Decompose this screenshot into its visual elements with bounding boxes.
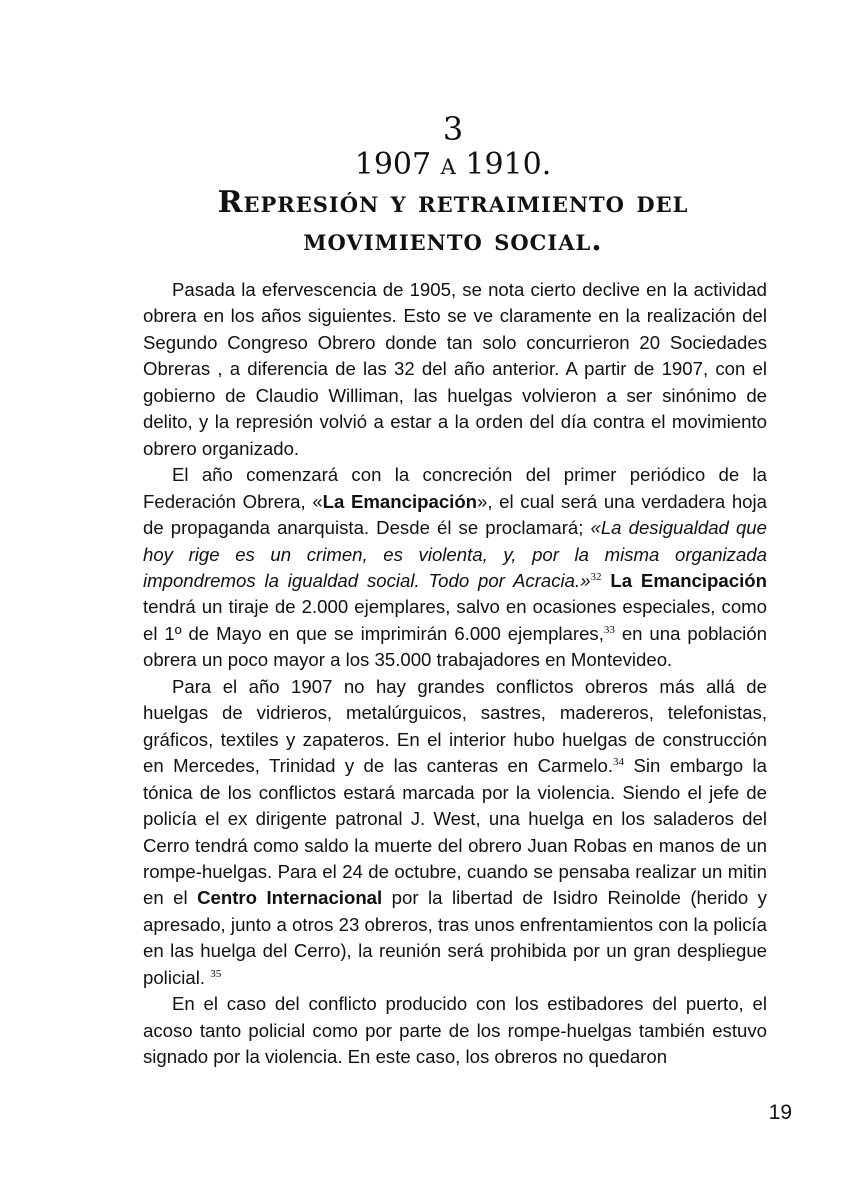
footnote-ref-32: 32 [590,570,602,583]
newspaper-name: La Emancipación [322,490,478,512]
paragraph-3 [143,674,767,991]
years-start: 1907 [354,147,432,182]
paragraph-4: En el caso del conflicto producido con los estibadores del puerto, el acoso tanto policial como por parte de los rompe-huelgas también estuvo signado por la violencia. En este caso, los obreros no quedaron [143,993,767,1068]
p2-text-d: en una población obrera un poco mayor a los 35.000 trabajadores en Montevideo. [143,622,767,671]
footnote-ref-34: 34 [613,756,625,769]
footnote-ref-35: 35 [210,967,222,980]
years-end: 1910. [465,147,552,182]
p2-text-a: El año comenzará con la concreción del primer periódico de la Federación Obrera, « [143,464,767,512]
chapter-years [143,146,763,184]
p3-text-c: por la libertad de Isidro Reinolde (herido y apresado, junto a otros 23 obreros, tras unos enfrentamientos con la policía en las huelga del Cerro), la reunión será prohibida por un gran despliegue policial. [143,887,767,988]
quote-text: «La desigualdad que hoy rige es un crimen, es violenta, y, por la misma organizada impondremos la igualdad social. Todo por Acracia.» [143,517,767,591]
chapter-heading [143,112,763,260]
p2-text-b: », el cual será una verdadera hoja de propaganda anarquista. Desde él se proclamará; [143,490,767,539]
p2-text-c: tendrá un tiraje de 2.000 ejemplares, salvo en ocasiones especiales, como el 1º de Mayo en que se imprimirán 6.000 ejemplares, [143,596,767,644]
page-number: 19 [768,1101,792,1124]
footnote-ref-33: 33 [603,623,615,636]
chapter-title-line1: Represión y retraimiento del [217,185,689,220]
centro-internacional: Centro Internacional [197,887,383,909]
p3-text-a: Para el año 1907 no hay grandes conflictos obreros más allá de huelgas de vidrieros, metalúrguicos, sastres, madereros, telefonistas, gráficos, textiles y zapateros. En el interior hubo huelgas de construcción en Mercedes, Trinidad y de las canteras en Carmelo. [143,675,767,777]
years-connector: a [440,147,456,182]
paragraph-2 [143,462,767,674]
chapter-title-line2: movimiento social. [303,223,603,258]
body-text [143,277,767,1071]
p3-text-b: Sin embargo la tónica de los conflictos estará marcada por la violencia. Siendo el jefe de policía el ex dirigente patronal J. West, una huelga en los saladeros del Cerro tendrá como saldo la muerte del obrero Juan Robas en manos de un rompe-huelgas. Para el 24 de octubre, cuando se pensaba realizar un mitin en el [143,755,767,909]
chapter-number: 3 [442,110,464,148]
paragraph-1: Pasada la efervescencia de 1905, se nota cierto declive en la actividad obrera en los años siguientes. Esto se ve claramente en la realización del Segundo Congreso Obrero donde tan solo concurrieron 20 Sociedades Obreras , a diferencia de las 32 del año anterior. A partir de 1907, con el gobierno de Claudio Williman, las huelgas volvieron a ser sinónimo de delito, y la represión volvió a estar a la orden del día contra el movimiento obrero organizado. [143,279,767,459]
newspaper-name-2: La Emancipación [610,569,767,591]
